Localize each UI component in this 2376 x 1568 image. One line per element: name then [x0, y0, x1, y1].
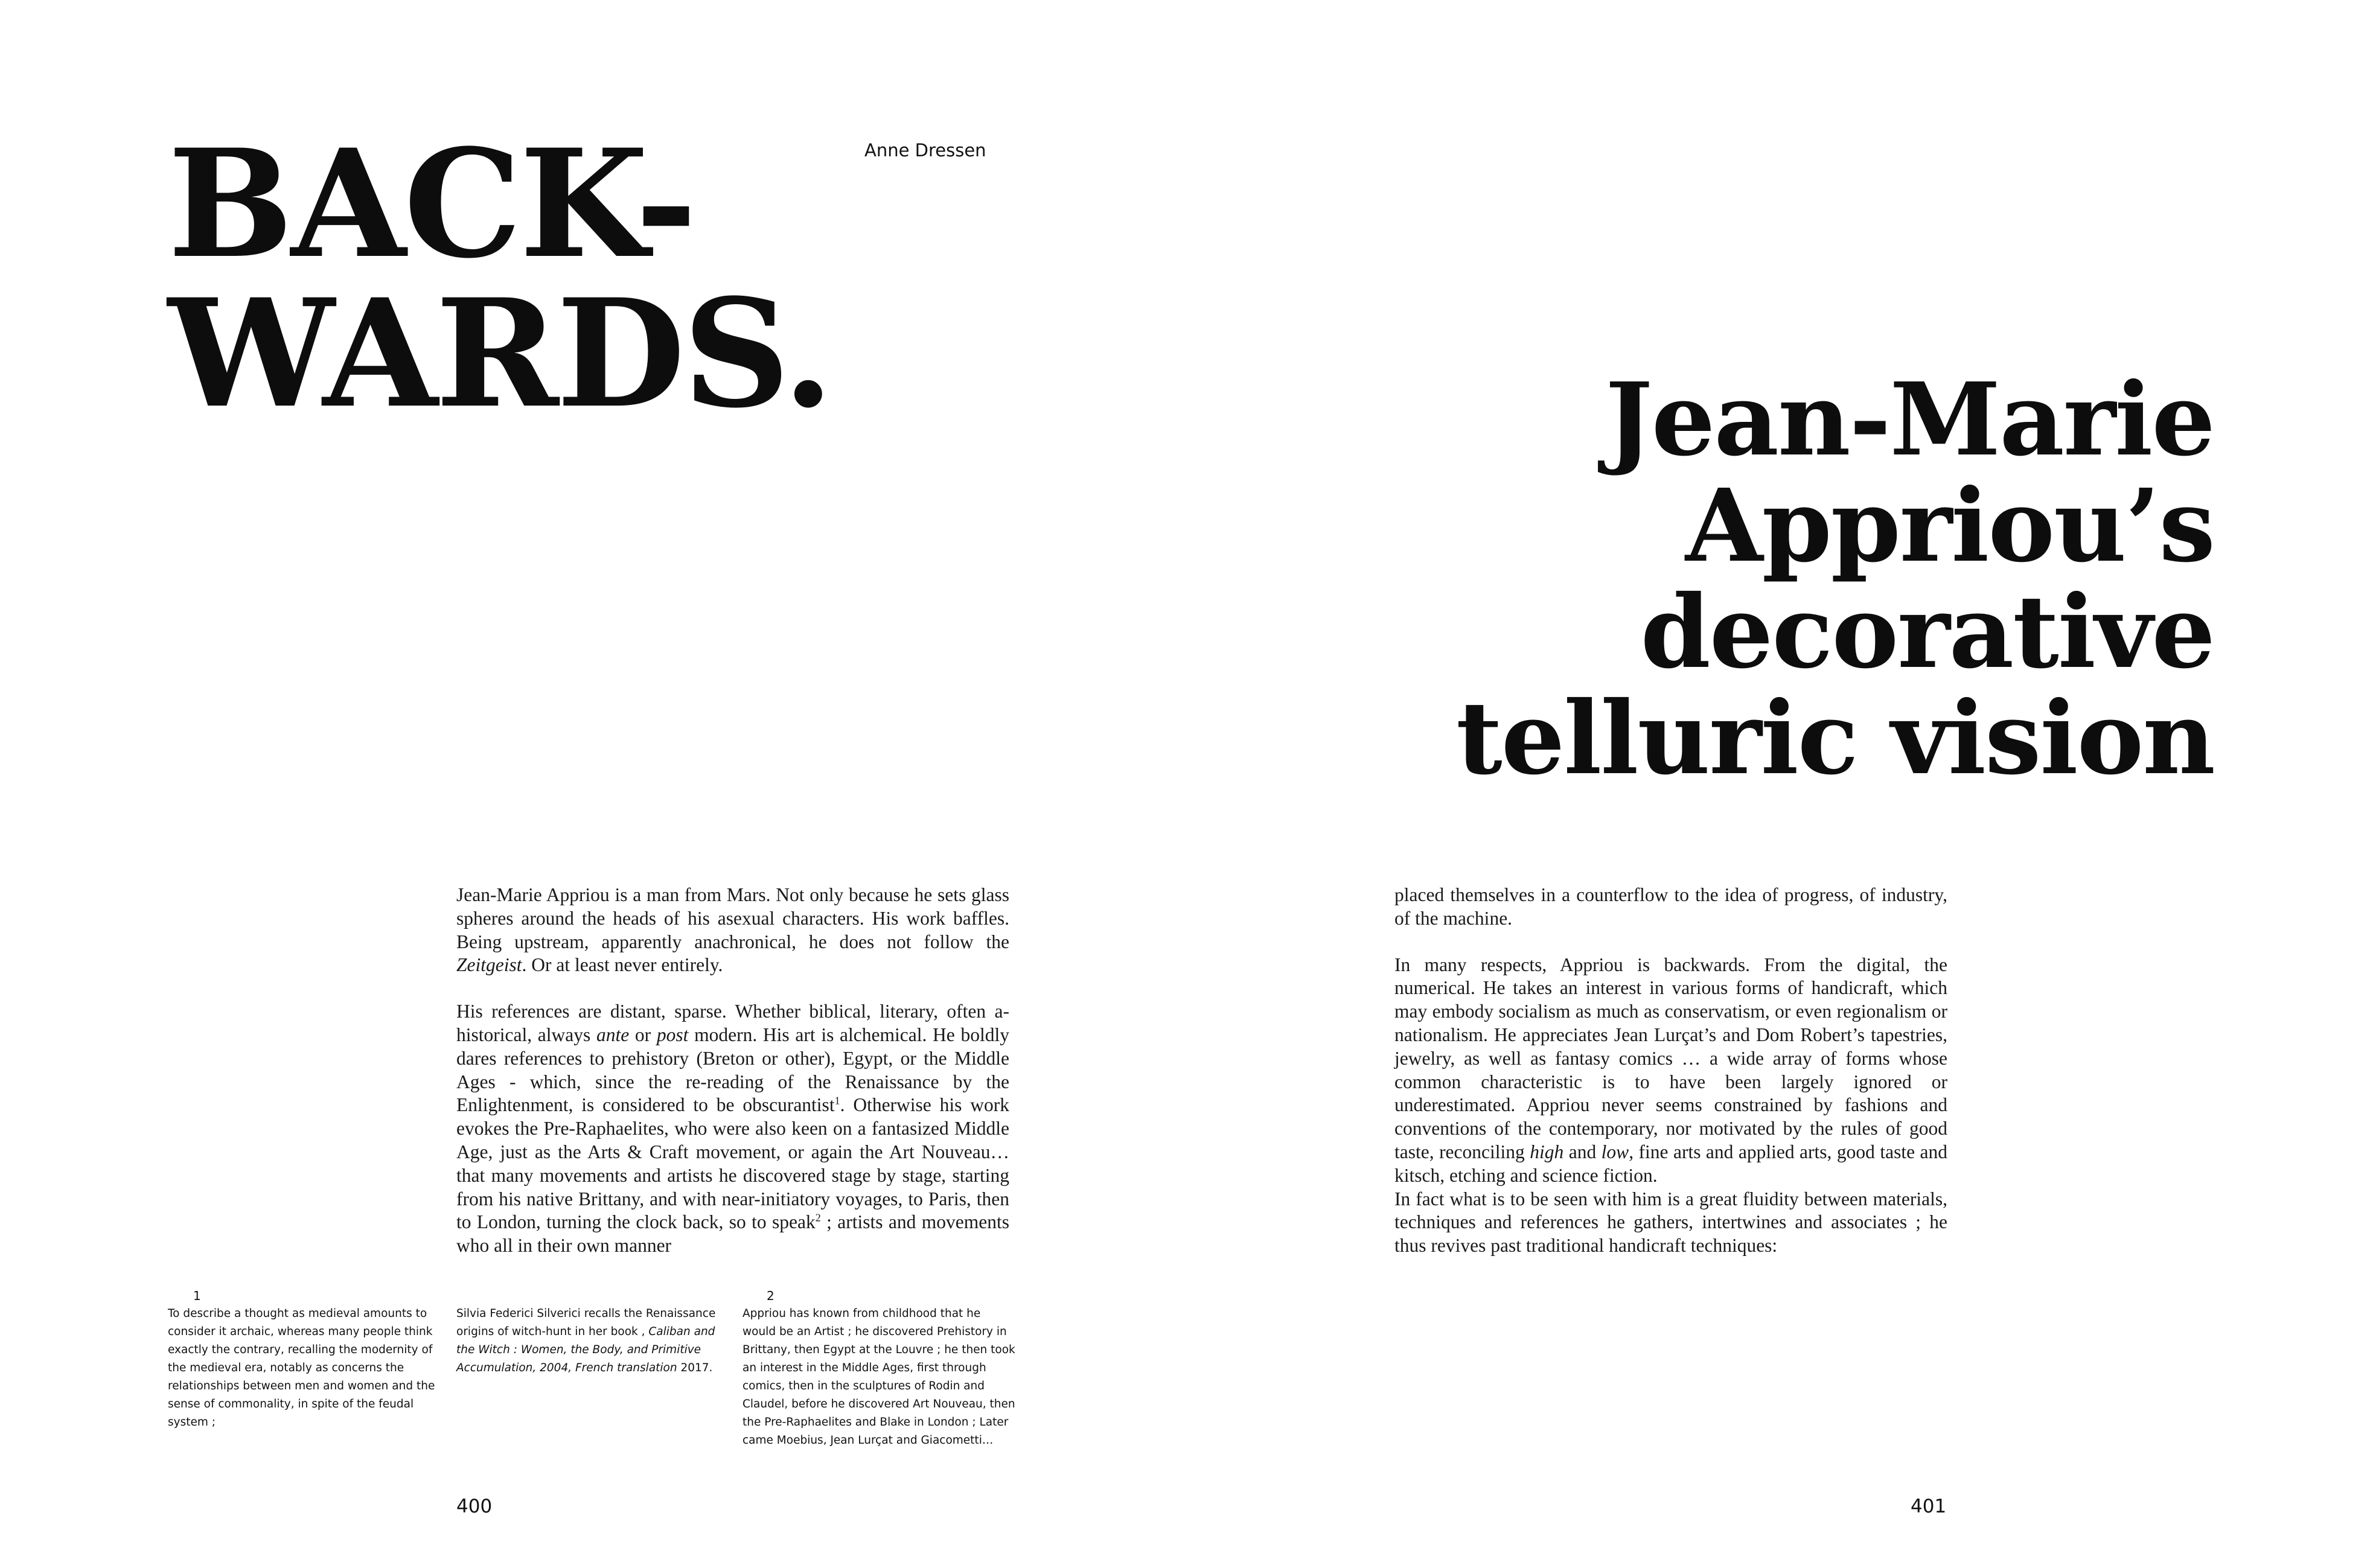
footnote-1-text: To describe a thought as medieval amounts to consider it archaic, whereas many people think exactly the contrary, recalling the modernity of the medieval era, notably as concerns the relationships between men and women and the sense of commonality, in spite of the feudal system ; — [168, 1307, 435, 1429]
italic-term: high — [1530, 1141, 1564, 1162]
paragraph: In fact what is to be seen with him is a great fluidity between materials, techniques and references he gathers, intertwines and associates ; he thus revives past traditional handicraft techniques: — [1394, 1188, 1947, 1257]
text-run: In many respects, Appriou is backwards. From the digital, the numerical. He takes an interest in various forms of handicraft, which may embody socialism as much as conservatism, or even regionalism or nationalism. He appreciates Jean Lurçat’s and Dom Robert’s tapestries, jewelry, as well as fantasy comics … a wide array of forms whose common characteristic is to have been largely ignored or underestimated. Appriou never seems constrained by fashions and conventions of the contemporary, nor motivated by the rules of good taste, reconciling — [1394, 954, 1947, 1162]
text-run: , fine arts and applied arts, good taste and kitsch, etching and science fiction. — [1394, 1141, 1948, 1186]
author-name: Anne Dressen — [864, 140, 986, 161]
text-run: 2017. — [677, 1362, 713, 1374]
text-run: or — [629, 1024, 657, 1045]
page-number: 400 — [456, 1496, 493, 1517]
italic-term: Zeitgeist — [456, 954, 522, 976]
article-title-line-2: Appriou’s — [1685, 467, 2214, 585]
section-title-line-2: WARDS. — [168, 267, 832, 441]
body-column-right — [1394, 884, 1947, 1281]
italic-term: post — [656, 1024, 689, 1045]
text-run: . Or at least never entirely. — [522, 954, 723, 976]
footnote-number-1: 1 — [193, 1289, 201, 1303]
article-title-line-3: decorative — [1640, 573, 2214, 691]
text-run: Silvia Federici Silverici recalls the Renaissance origins of witch-hunt in her book , — [456, 1307, 716, 1338]
italic-term: ante — [596, 1024, 630, 1045]
text-run: ; artists and movements who all in their own manner — [456, 1211, 1009, 1257]
footnote-2-text: Appriou has known from childhood that he would be an Artist ; he discovered Prehistory in Brittany, then Egypt at the Louvre ; he then took an interest in the Middle Ages, first through comics, then in the sculptures of Rodin and Claudel, before he discovered Art Nouveau, then the Pre-Raphaelites and Blake in London ; Later came Moebius, Jean Lurçat and Giacometti… — [742, 1307, 1015, 1447]
section-title-line-1: BACK- — [168, 117, 695, 292]
text-run: Jean-Marie Appriou is a man from Mars. Not only because he sets glass spheres around the heads of his asexual characters. His work baffles. Being upstream, apparently anachronical, he does not follow the — [456, 884, 1009, 952]
footnote-reference[interactable]: 1 — [834, 1094, 840, 1107]
paragraph: placed themselves in a counterflow to the idea of progress, of industry, of the machine. — [1394, 884, 1947, 929]
article-title-line-1: Jean-Marie — [1605, 361, 2214, 479]
text-run: and — [1563, 1141, 1602, 1162]
italic-book-title: Caliban and the Witch : Women, the Body, and Primitive Accumulation, 2004, French translation — [456, 1325, 715, 1374]
text-run: His references are distant, sparse. Whether biblical, literary, often a-historical, always — [456, 1001, 1009, 1045]
footnote-number-2: 2 — [767, 1289, 774, 1303]
text-run: modern. His art is alchemical. He boldly dares references to prehistory (Breton or other), Egypt, or the Middle Ages - which, since the re-reading of the Renaissance by the Enlightenment, is considered to be obscurantist — [456, 1024, 1009, 1116]
footnote-reference[interactable]: 2 — [815, 1211, 821, 1224]
page-number: 401 — [1911, 1496, 1947, 1517]
italic-term: low — [1601, 1141, 1629, 1162]
article-title — [1456, 361, 2214, 797]
paragraph — [1394, 954, 1947, 1188]
text-run: . Otherwise his work evokes the Pre-Raphaelites, who were also keen on a fantasized Middle Age, just as the Arts & Craft movement, or again the Art Nouveau… that many movements and artists he discovered stage by stage, starting from his native Brittany, and with near-initiatory voyages, to Paris, then to London, turning the clock back, so to speak — [456, 1094, 1010, 1233]
article-title-line-4: telluric vision — [1456, 680, 2214, 797]
